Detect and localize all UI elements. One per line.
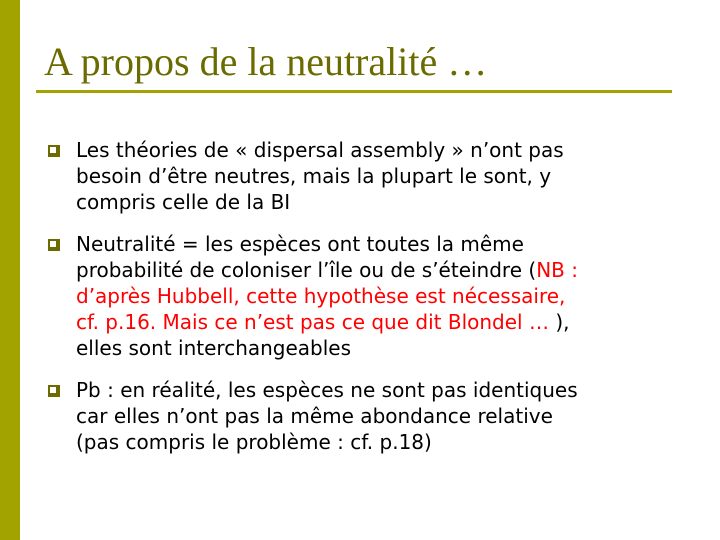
bullet-line: Neutralité = les espèces ont toutes la même [76, 232, 524, 256]
hollow-square-bullet-icon [48, 385, 60, 397]
hollow-square-bullet-icon [48, 145, 60, 157]
bullet-text [76, 377, 698, 455]
bullet-line: Pb : en réalité, les espèces ne sont pas identiques [76, 378, 578, 402]
slide-accent-bar [0, 0, 20, 540]
hollow-square-bullet-icon [48, 239, 60, 251]
bullet-line: Les théories de « dispersal assembly » n’ont pas [76, 138, 564, 162]
bullet-item [48, 377, 698, 455]
bullet-line: elles sont interchangeables [76, 336, 352, 360]
bullet-item [48, 231, 698, 361]
bullet-text-segment: probabilité de coloniser l’île ou de s’éteindre ( [76, 258, 537, 282]
bullet-line [76, 257, 698, 283]
bullet-line [76, 309, 698, 335]
bullet-line: car elles n’ont pas la même abondance relative [76, 404, 553, 428]
bullet-text [76, 231, 698, 361]
slide-title: A propos de la neutralité … [44, 39, 488, 84]
bullet-line: (pas compris le problème : cf. p.18) [76, 430, 432, 454]
bullet-line: besoin d’être neutres, mais la plupart le sont, y [76, 164, 552, 188]
highlighted-note: d’après Hubbell, cette hypothèse est nécessaire, [76, 284, 566, 308]
bullet-text [76, 137, 698, 215]
bullet-line: compris celle de la BI [76, 190, 291, 214]
title-underline [36, 90, 672, 93]
highlighted-note: cf. p.16. Mais ce n’est pas ce que dit Blondel … [76, 310, 556, 334]
bullet-text-segment: ), [555, 310, 570, 334]
bullet-list [48, 137, 698, 471]
bullet-item [48, 137, 698, 215]
highlighted-note: NB : [536, 258, 578, 282]
